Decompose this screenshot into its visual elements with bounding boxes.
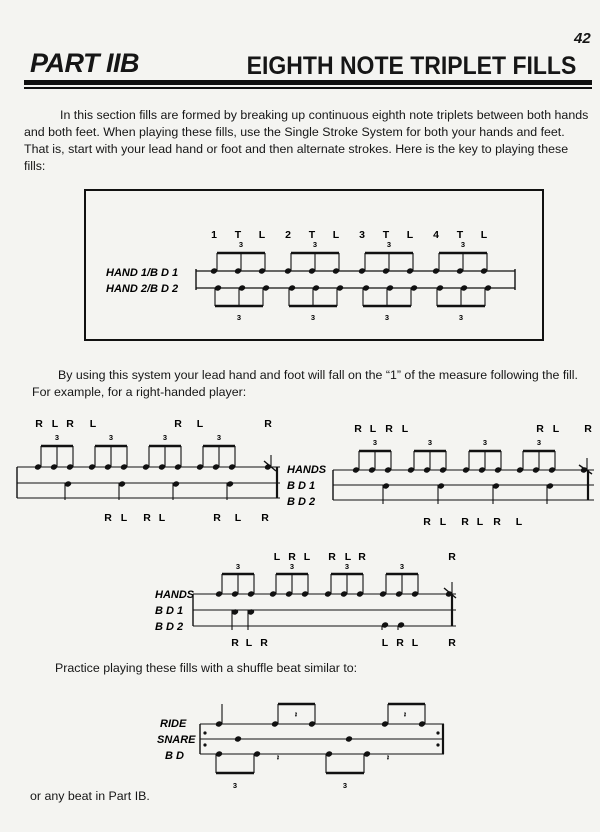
intro-paragraph: In this section fills are formed by breaking up continuous eighth note triplets between both hands and both feet. When playing these fills, use the Single Stroke System for both your hands and feet. That is, start with your lead hand or foot and then alternate strokes. Here is the key to playing these fills: [24,108,589,173]
ex1-top-sticking: R [264,418,272,430]
ex3-label-hands: HANDS [155,589,195,601]
key-count-label: L [406,229,414,241]
ex3-label-bd2: B D 2 [155,621,184,633]
section-title: EIGHTH NOTE TRIPLET FILLS [246,52,576,80]
ex1-label-bd2: B D 2 [287,496,316,508]
ex1-bottom-sticking: R [213,512,221,524]
key-count-label: L [480,229,488,241]
ex2-top-sticking: L [369,423,377,435]
ex1-triplet: 3 [108,433,114,442]
ex2-bottom-sticking: R [493,516,501,528]
ex2-top-sticking: L [552,423,560,435]
ex2-bottom-sticking: L [439,516,447,528]
shuffle-label-snare: SNARE [157,734,196,746]
ex3-top-sticking: R [358,551,366,563]
ex3-triplet: 3 [289,562,295,571]
key-count-label: 2 [285,229,291,241]
key-count-label: T [308,229,316,241]
ex1-top-sticking: R [174,418,182,430]
key-triplet-bottom: 3 [310,313,316,322]
ex3-top-sticking: R [328,551,336,563]
key-triplet-bottom: 3 [458,313,464,322]
key-count-label: 1 [211,229,217,241]
ex2-top-sticking: R [354,423,362,435]
ex1-bottom-sticking: R [261,512,269,524]
ex1-label-bd1: B D 1 [287,480,316,492]
example-2-notation [333,423,594,528]
ex2-triplet: 3 [536,438,542,447]
ex2-top-sticking: L [401,423,409,435]
key-triplet-top: 3 [460,240,466,249]
key-count-label: L [258,229,266,241]
ex1-top-sticking: L [196,418,204,430]
ex1-top-sticking: L [89,418,97,430]
shuffle-label-ride: RIDE [160,718,187,730]
repeat-dot [203,731,206,734]
ex3-accent [444,588,456,598]
practice-text: Practice playing these fills with a shuffle beat similar to: [55,661,358,675]
key-count-label: T [382,229,390,241]
ex3-top-sticking: L [344,551,352,563]
repeat-dot [203,743,206,746]
key-triplet-bottom: 3 [236,313,242,322]
ex3-triplet: 3 [344,562,350,571]
key-triplet-top: 3 [238,240,244,249]
ex3-top-sticking: R [448,551,456,563]
shuffle-snare-note [234,735,242,742]
ex3-bottom-sticking: L [411,637,419,649]
ex1-bottom-sticking: R [143,512,151,524]
ex2-bottom-sticking: R [461,516,469,528]
shuffle-triplet: 3 [342,781,348,790]
key-count-label: 4 [433,229,439,241]
ex1-top-sticking: L [51,418,59,430]
ex2-triplet: 3 [427,438,433,447]
ex3-bottom-sticking: R [231,637,239,649]
ex3-triplet: 3 [399,562,405,571]
repeat-dot [436,731,439,734]
ex3-bottom-sticking: R [260,637,268,649]
key-triplet-bottom: 3 [384,313,390,322]
ex2-bottom-sticking: R [423,516,431,528]
ex2-triplet: 3 [482,438,488,447]
ex3-bottom-sticking: L [245,637,253,649]
ex2-triplet: 3 [372,438,378,447]
shuffle-rest: 𝄽 [386,753,390,762]
ex1-bottom-sticking: L [120,512,128,524]
ex3-bottom-sticking: L [381,637,389,649]
example-3-notation [193,551,456,649]
ex3-bottom-sticking: R [396,637,404,649]
ex3-top-sticking: L [273,551,281,563]
shuffle-label-bd: B D [165,750,184,762]
key-count-label: 3 [359,229,365,241]
ex3-bottom-sticking: R [448,637,456,649]
ex3-top-sticking: L [303,551,311,563]
shuffle-rest: 𝄽 [276,753,280,762]
shuffle-rest: 𝄽 [403,710,407,719]
shuffle-snare-note [345,735,353,742]
ex2-top-sticking: R [536,423,544,435]
ex1-triplet: 3 [162,433,168,442]
ex3-label-bd1: B D 1 [155,605,184,617]
ex1-top-sticking: R [35,418,43,430]
ex2-bottom-sticking: L [515,516,523,528]
ex1-triplet: 3 [54,433,60,442]
ex2-bottom-sticking: L [476,516,484,528]
outro-text: or any beat in Part IB. [30,789,150,803]
key-triplet-top: 3 [312,240,318,249]
ex2-top-sticking: R [385,423,393,435]
key-count-label: T [456,229,464,241]
ex1-triplet: 3 [216,433,222,442]
repeat-dot [436,743,439,746]
ex1-bottom-sticking: L [234,512,242,524]
key-notation [196,229,515,322]
key-hand-label-1: HAND 1/B D 1 [106,267,179,279]
key-count-label: L [332,229,340,241]
key-triplet-top: 3 [386,240,392,249]
example-1-notation [17,418,280,524]
key-count-label: T [234,229,242,241]
ex1-bottom-sticking: L [158,512,166,524]
shuffle-notation [200,704,444,790]
shuffle-rest: 𝄽 [294,710,298,719]
ex3-triplet: 3 [235,562,241,571]
ex1-bottom-sticking: R [104,512,112,524]
shuffle-triplet: 3 [232,781,238,790]
example-paragraph: By using this system your lead hand and foot will fall on the “1” of the measure following the fill. For example, for a right-handed player: [32,368,578,399]
key-hand-label-2: HAND 2/B D 2 [106,283,179,295]
ex1-top-sticking: R [66,418,74,430]
ex2-top-sticking: R [584,423,592,435]
part-title: PART IIB [30,48,140,78]
ex3-top-sticking: R [288,551,296,563]
page-number: 42 [574,30,591,47]
ex1-label-hands: HANDS [287,464,327,476]
